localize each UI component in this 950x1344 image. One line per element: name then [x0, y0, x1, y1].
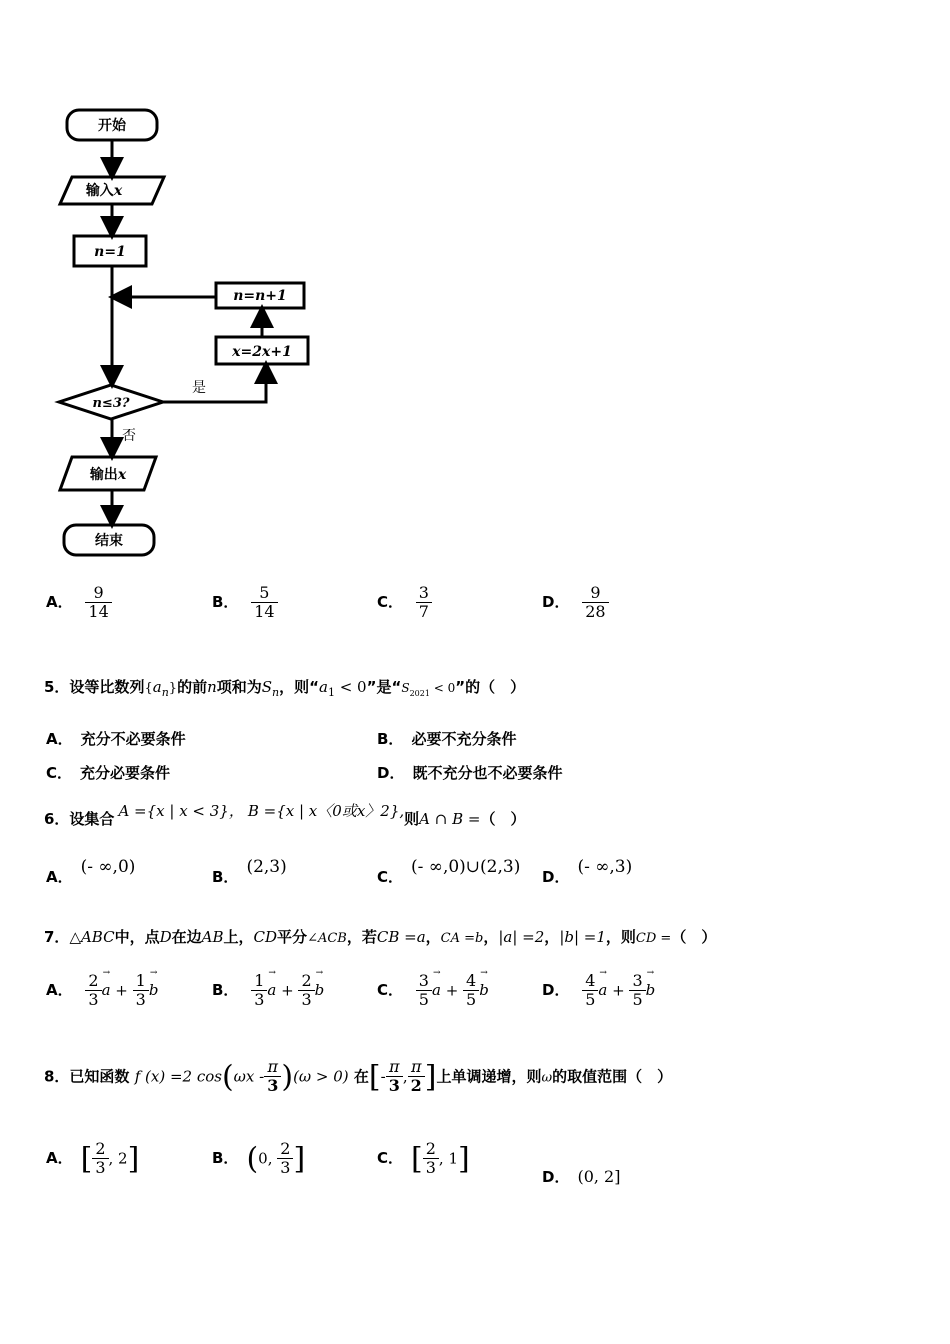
q4-option-c[interactable]: [377, 584, 432, 622]
q8-option-d[interactable]: D． (0, 2]: [542, 1167, 621, 1186]
fraction: $\frac{5}{14}$: [251, 584, 277, 622]
fraction: $\frac{9}{28}$: [582, 584, 608, 622]
flowchart: [40, 100, 330, 570]
no-label: 否: [122, 428, 136, 444]
q4-option-a[interactable]: [46, 584, 112, 622]
update-n-label: n=n+1: [233, 288, 287, 304]
end-label: 结束: [95, 533, 123, 549]
q6-option-c[interactable]: C． (- ∞,0)∪(2,3): [377, 857, 521, 886]
question-8-stem: 8．已知函数 f (x) =2 cos(ωx - $\frac{\pi}{3}$ )(ω > 0) 在[- $\frac{\pi}{3}$ , $\frac{\pi}{2}$ ]上单调递增，则ω的取值范围（ ）: [44, 1057, 673, 1096]
option-label: B．: [212, 593, 239, 612]
q8-option-b[interactable]: B． (0, $\frac{2}{3}$ ]: [212, 1139, 306, 1178]
q7-option-d[interactable]: D． $\frac{4}{5}$ → a + $\frac{3}{5}$ → b: [542, 972, 655, 1010]
q6-option-b[interactable]: B． (2,3): [212, 857, 287, 886]
output-label: 输出x: [89, 467, 127, 483]
option-label: A．: [46, 593, 73, 612]
input-label: 输入x: [85, 183, 123, 199]
q6-option-d[interactable]: D． (- ∞,3): [542, 857, 633, 886]
q7-option-a[interactable]: A． $\frac{2}{3}$ → a + $\frac{1}{3}$ → b: [46, 972, 158, 1010]
fraction: $\frac{3}{7}$: [416, 584, 432, 622]
q5-option-b[interactable]: B． 必要不充分条件: [377, 730, 517, 748]
fraction: $\frac{9}{14}$: [85, 584, 111, 622]
question-7-stem: 7．△ABC中，点D在边AB上，CD平分∠ACB，若CB =a，CA =b，|a| =2，|b| =1，则CD =（ ）: [44, 928, 717, 946]
q7-option-c[interactable]: C． $\frac{3}{5}$ → a + $\frac{4}{5}$ → b: [377, 972, 489, 1010]
q5-option-c[interactable]: C． 充分必要条件: [46, 764, 171, 782]
option-label: C．: [377, 593, 404, 612]
q6-option-a[interactable]: A． (- ∞,0): [46, 857, 136, 886]
question-5-stem: 5．设等比数列$\{a_n\}$的前n项和为$S_n$，则“$a_1 < 0$”是“$S_{2021} < 0$”的（ ）: [44, 678, 526, 699]
start-label: 开始: [98, 118, 126, 134]
q5-option-d[interactable]: D． 既不充分也不必要条件: [377, 764, 563, 782]
question-6-stem: 6．设集合 A ={x | x < 3}， B ={x | x〈0或x〉2},则A ∩ B =（ ）: [44, 802, 526, 828]
q4-option-d[interactable]: [542, 584, 609, 622]
yes-label: 是: [192, 380, 206, 396]
condition-label: n≤3?: [92, 396, 130, 411]
update-x-label: x=2x+1: [232, 344, 292, 360]
q5-option-a[interactable]: A． 充分不必要条件: [46, 730, 186, 748]
option-label: D．: [542, 593, 570, 612]
init-label: n=1: [94, 244, 126, 260]
q7-option-b[interactable]: B． $\frac{1}{3}$ → a + $\frac{2}{3}$ → b: [212, 972, 324, 1010]
q8-option-a[interactable]: A． [ $\frac{2}{3}$ , 2]: [46, 1139, 140, 1178]
q8-option-c[interactable]: C． [ $\frac{2}{3}$ , 1]: [377, 1139, 470, 1178]
q4-option-b[interactable]: [212, 584, 278, 622]
